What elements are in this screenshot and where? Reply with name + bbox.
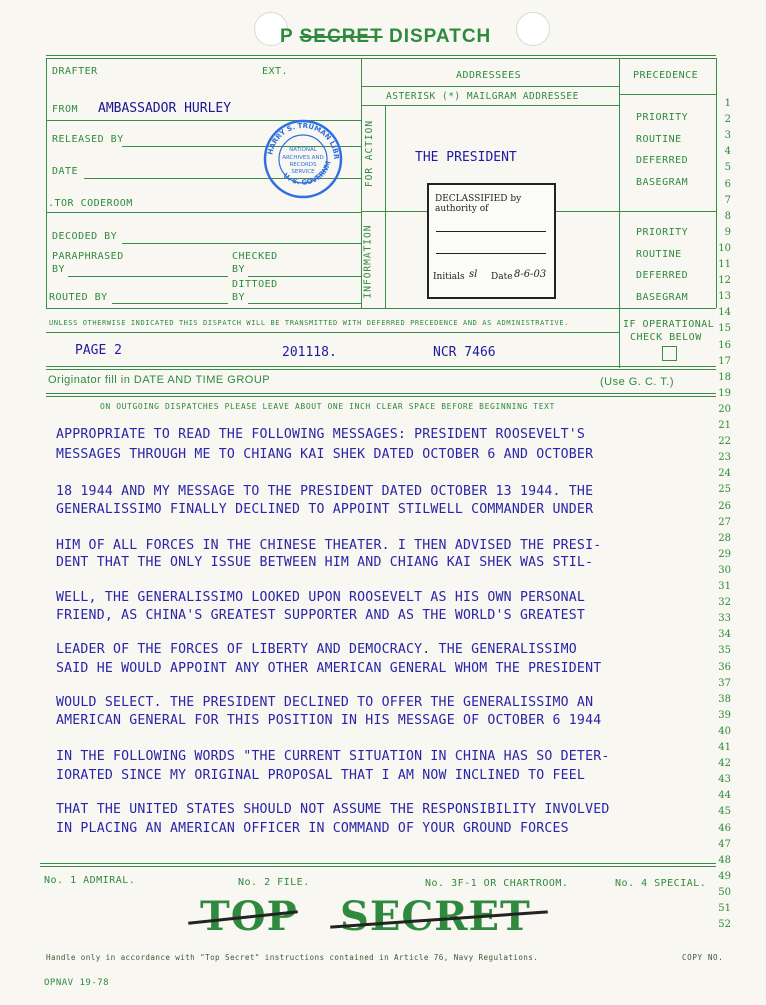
check-below-label: CHECK BELOW (630, 332, 702, 343)
line-number: 10 (718, 242, 731, 254)
handle-note: Handle only in accordance with "Top Secret" instructions contained in Article 76, Navy Regulations. (46, 953, 539, 962)
line-number: 42 (718, 758, 731, 770)
checked-by-label: BY (232, 264, 246, 275)
date-time-group: 201118. (282, 345, 337, 360)
for-action-label: FOR ACTION (364, 119, 376, 188)
stamp-center-3: RECORDS (289, 162, 317, 168)
drafter-label: DRAFTER (52, 66, 98, 77)
dtg-line-4 (46, 396, 716, 397)
dtg-line-3 (46, 393, 716, 394)
title-prefix: P (280, 26, 294, 47)
body-line: WOULD SELECT. THE PRESIDENT DECLINED TO OFFER THE GENERALISSIMO AN (56, 695, 594, 710)
col-divider-action (385, 106, 386, 308)
stamp-center-2: ARCHIVES AND (282, 155, 324, 161)
body-line: APPROPRIATE TO READ THE FOLLOWING MESSAGES: PRESIDENT ROOSEVELT'S (56, 427, 586, 442)
tor-line (46, 212, 361, 213)
body-line: WELL, THE GENERALISSIMO LOOKED UPON ROOSEVELT AS HIS OWN PERSONAL (56, 590, 586, 605)
page-number: PAGE 2 (75, 343, 122, 358)
paraphrased-by-label: BY (52, 264, 66, 275)
title-suffix: DISPATCH (388, 26, 492, 47)
archives-stamp (262, 118, 344, 200)
frame-mid-line (46, 308, 716, 309)
header-row-line (361, 86, 619, 87)
originator-note: Originator fill in DATE AND TIME GROUP (48, 374, 271, 386)
line-number: 5 (724, 162, 731, 174)
precedence-label: PRECEDENCE (633, 70, 699, 81)
frame-top-line-2 (46, 58, 716, 59)
copy-special: No. 4 SPECIAL. (615, 878, 707, 889)
stamp-circle-icon (262, 118, 344, 200)
line-number: 36 (718, 661, 731, 673)
line-number: 29 (718, 548, 731, 560)
precedence-routine[interactable]: ROUTINE (636, 134, 682, 145)
copy-admiral: No. 1 ADMIRAL. (44, 875, 136, 886)
outgoing-note: ON OUTGOING DISPATCHES PLEASE LEAVE ABOUT ONE INCH CLEAR SPACE BEFORE BEGINNING TEXT (100, 402, 555, 411)
precedence-deferred[interactable]: DEFERRED (636, 155, 689, 166)
line-number: 19 (718, 387, 731, 399)
information-label: INFORMATION (362, 224, 374, 299)
operational-checkbox[interactable] (662, 346, 677, 361)
body-line: IN THE FOLLOWING WORDS "THE CURRENT SITUATION IN CHINA HAS SO DETER- (56, 749, 610, 764)
line-number: 40 (718, 725, 731, 737)
declass-initials-value: sl (469, 269, 478, 280)
declass-heading: DECLASSIFIED by authority of (435, 194, 522, 214)
top-secret-secret: SECRET (340, 893, 531, 940)
title-struck-word: SECRET (299, 26, 383, 47)
checked-label: CHECKED (232, 251, 278, 262)
line-number: 14 (718, 307, 731, 319)
asterisk-label: ASTERISK (*) MAILGRAM ADDRESSEE (386, 91, 579, 102)
decoded-line (122, 243, 361, 244)
frame-left (46, 58, 47, 308)
line-number: 8 (724, 210, 731, 222)
unless-notice: UNLESS OTHERWISE INDICATED THIS DISPATCH WILL BE TRANSMITTED WITH DEFERRED PRECEDENCE AND AS ADMINISTRATIVE. (49, 319, 569, 327)
released-by-label: RELEASED BY (52, 134, 124, 145)
line-number: 32 (718, 597, 731, 609)
declass-line-1 (436, 231, 546, 232)
info-deferred[interactable]: DEFERRED (636, 270, 689, 281)
line-number: 12 (718, 275, 731, 287)
dtg-top-line (46, 332, 619, 333)
body-line: LEADER OF THE FORCES OF LIBERTY AND DEMOCRACY. THE GENERALISSIMO (56, 642, 577, 657)
body-line: MESSAGES THROUGH ME TO CHIANG KAI SHEK DATED OCTOBER 6 AND OCTOBER (56, 447, 594, 462)
line-number: 28 (718, 532, 731, 544)
info-priority[interactable]: PRIORITY (636, 227, 689, 238)
dispatch-title (280, 26, 491, 48)
line-number: 20 (718, 403, 731, 415)
checked-line (248, 276, 361, 277)
action-addressee: THE PRESIDENT (415, 150, 517, 165)
line-number: 13 (718, 291, 731, 303)
declassified-stamp (427, 183, 556, 299)
line-number: 26 (718, 500, 731, 512)
line-number: 39 (718, 709, 731, 721)
line-number: 43 (718, 774, 731, 786)
dtg-line-1 (46, 366, 716, 367)
line-number: 6 (724, 178, 731, 190)
svg-text:HARRY S. TRUMAN LIBRARY (262, 118, 340, 160)
declass-initials-label: Initials (433, 272, 465, 282)
gct-note: (Use G. C. T.) (600, 376, 675, 388)
line-number: 46 (718, 822, 731, 834)
stamp-center-1: NATIONAL (289, 147, 317, 153)
body-line: SAID HE WOULD APPOINT ANY OTHER AMERICAN GENERAL WHOM THE PRESIDENT (56, 661, 602, 676)
line-number: 22 (718, 436, 731, 448)
asterisk-row-line (361, 105, 619, 106)
line-number: 4 (724, 146, 731, 158)
line-number: 52 (718, 919, 731, 931)
footer-line-2 (40, 866, 716, 867)
line-number: 7 (724, 194, 731, 206)
line-number: 21 (718, 420, 731, 431)
addressees-label: ADDRESSEES (456, 70, 522, 81)
line-number: 18 (718, 371, 731, 383)
line-number: 23 (718, 452, 731, 464)
footer-line-1 (40, 863, 716, 864)
copy-chartroom: No. 3F-1 OR CHARTROOM. (425, 878, 569, 889)
line-number: 49 (718, 870, 731, 882)
line-number: 27 (718, 516, 731, 528)
line-number: 48 (718, 854, 731, 866)
dittoed-line (248, 303, 361, 304)
line-number: 24 (718, 468, 731, 480)
body-line: DENT THAT THE ONLY ISSUE BETWEEN HIM AND CHIANG KAI SHEK WAS STIL- (56, 555, 594, 570)
if-operational-label: IF OPERATIONAL (623, 319, 715, 330)
line-number: 9 (724, 226, 731, 238)
dittoed-label: DITTOED (232, 279, 278, 290)
line-number: 50 (718, 886, 731, 898)
col-divider-precedence (619, 58, 620, 308)
line-number: 35 (718, 645, 731, 657)
paraphrased-label: PARAPHRASED (52, 251, 124, 262)
line-number: 2 (724, 114, 731, 126)
line-number: 17 (718, 355, 731, 367)
body-line: IN PLACING AN AMERICAN OFFICER IN COMMAND OF YOUR GROUND FORCES (56, 821, 569, 836)
body-line: IORATED SINCE MY ORIGINAL PROPOSAL THAT I AM NOW INCLINED TO FEEL (56, 768, 586, 783)
info-basegram[interactable]: BASEGRAM (636, 292, 689, 303)
stamp-ring-bottom: U. S. GOVERNM (281, 159, 333, 187)
body-line: FRIEND, AS CHINA'S GREATEST SUPPORTER AND AS THE WORLD'S GREATEST (56, 608, 586, 623)
line-number: 41 (718, 742, 731, 753)
info-routine[interactable]: ROUTINE (636, 249, 682, 260)
body-line: HIM OF ALL FORCES IN THE CHINESE THEATER. I THEN ADVISED THE PRESI- (56, 538, 602, 553)
paraphrased-line (68, 276, 228, 277)
line-number: 15 (718, 323, 731, 335)
form-number: OPNAV 19-78 (44, 978, 110, 988)
copy-file: No. 2 FILE. (238, 877, 310, 888)
dittoed-by-label: BY (232, 292, 246, 303)
body-line: THAT THE UNITED STATES SHOULD NOT ASSUME THE RESPONSIBILITY INVOLVED (56, 802, 610, 817)
line-number: 34 (718, 629, 731, 641)
routed-line (112, 303, 228, 304)
stamp-ring-text: HARRY S. TRUMAN LIBR (266, 121, 341, 160)
precedence-priority[interactable]: PRIORITY (636, 112, 689, 123)
line-number: 45 (718, 806, 731, 818)
line-number: 38 (718, 693, 731, 705)
dtg-line-2 (46, 369, 716, 370)
line-number: 3 (724, 130, 731, 142)
body-line: 18 1944 AND MY MESSAGE TO THE PRESIDENT DATED OCTOBER 13 1944. THE (56, 484, 594, 499)
ncr-number: NCR 7466 (433, 345, 496, 360)
date-label: DATE (52, 166, 79, 177)
body-line: GENERALISSIMO FINALLY DECLINED TO APPOINT STILWELL COMMANDER UNDER (56, 502, 594, 517)
line-number: 30 (718, 564, 731, 576)
from-label: FROM (52, 104, 79, 115)
stamp-center-4: SERVICE (291, 169, 315, 175)
body-line: AMERICAN GENERAL FOR THIS POSITION IN HIS MESSAGE OF OCTOBER 6 1944 (56, 713, 602, 728)
decoded-by-label: DECODED BY (52, 231, 118, 242)
declass-line-2 (436, 253, 546, 254)
precedence-basegram[interactable]: BASEGRAM (636, 177, 689, 188)
from-value: AMBASSADOR HURLEY (98, 101, 232, 116)
declass-date-label: Date (491, 272, 513, 282)
operational-divider (619, 308, 620, 368)
precedence-header-line (619, 94, 716, 95)
copy-number-label: COPY NO. (682, 953, 724, 962)
line-number: 37 (718, 677, 731, 689)
line-number: 11 (718, 259, 731, 270)
line-number: 25 (718, 484, 731, 496)
line-number: 1 (724, 98, 731, 109)
line-number: 47 (718, 838, 731, 850)
routed-by-label: ROUTED BY (49, 292, 108, 303)
line-number: 44 (718, 790, 731, 802)
punch-hole-right (516, 12, 550, 46)
ext-label: EXT. (262, 66, 289, 77)
line-number: 51 (718, 903, 731, 914)
declass-date-value: 8-6-03 (514, 269, 547, 280)
top-secret-top: TOP (200, 893, 298, 940)
line-number: 16 (718, 339, 731, 351)
line-number: 33 (718, 613, 731, 625)
line-number: 31 (718, 581, 731, 592)
frame-top-line-1 (46, 55, 716, 56)
tor-coderoom-label: .TOR CODEROOM (48, 198, 133, 209)
